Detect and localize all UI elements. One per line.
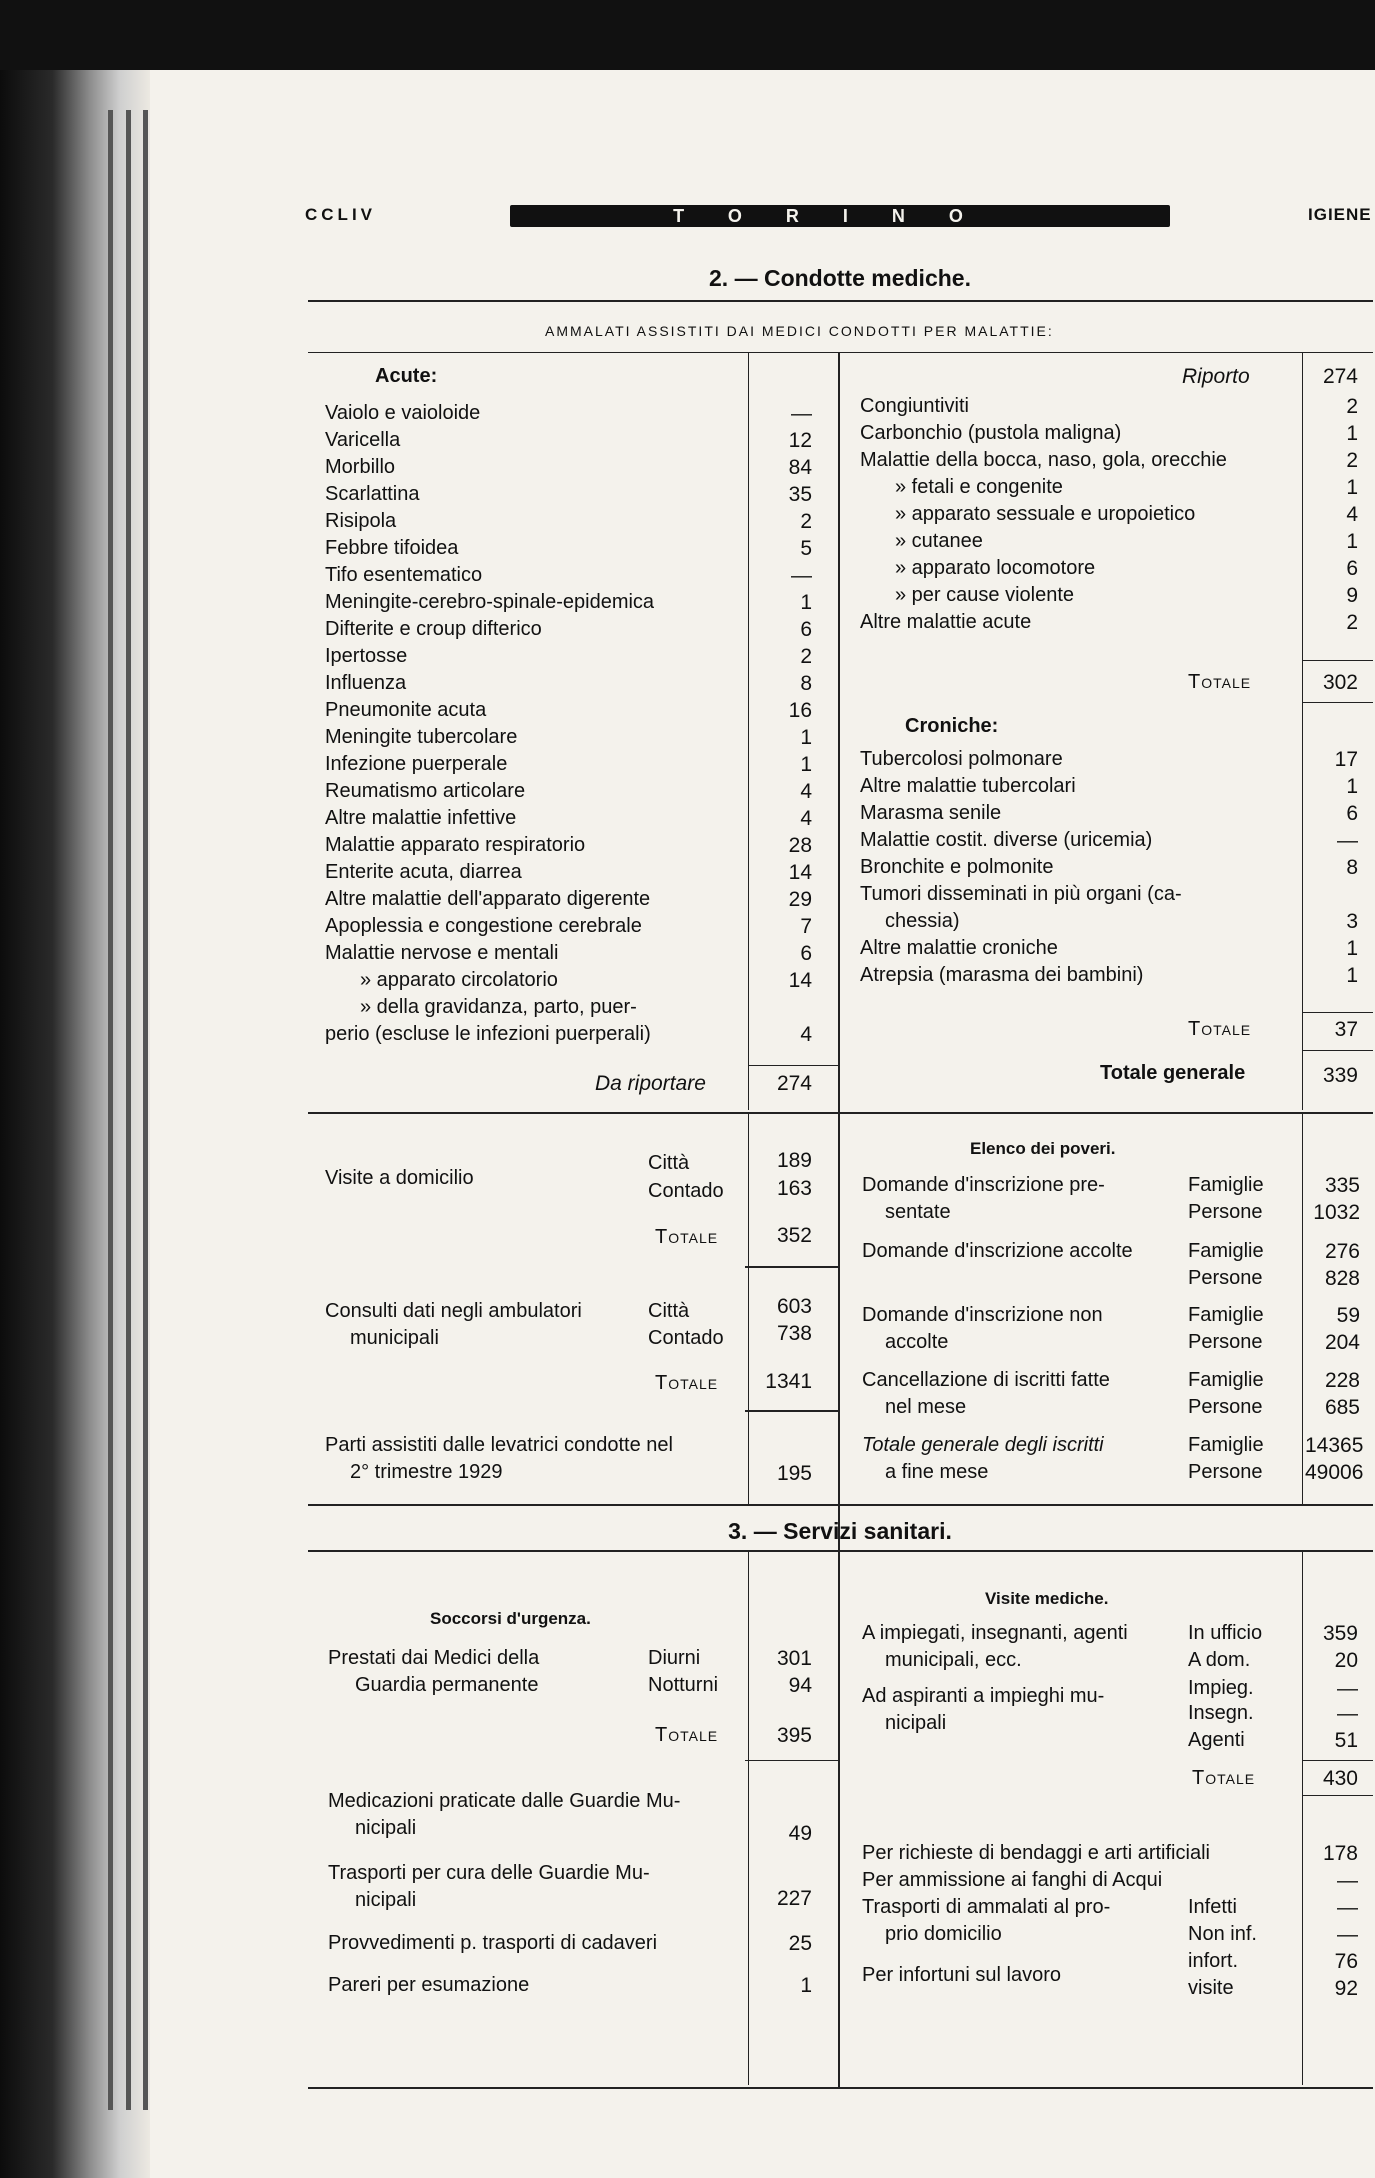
disease-value: 29 [788, 888, 812, 911]
disease-label: Carbonchio (pustola maligna) [860, 422, 1122, 444]
poveri-label-2: accolte [885, 1331, 949, 1353]
persone-label: Persone [1188, 1461, 1263, 1483]
section-name: IGIENE [1308, 205, 1372, 224]
disease-label: Enterite acuta, diarrea [325, 861, 522, 883]
grand-total-label: Totale generale [1100, 1062, 1246, 1084]
prestati-label-2: Guardia permanente [355, 1674, 539, 1696]
disease-label: » fetali e congenite [895, 476, 1063, 498]
disease-label: » della gravidanza, parto, puer- [360, 996, 637, 1018]
poveri-label-2: nel mese [885, 1396, 967, 1418]
in-ufficio-value: 359 [1322, 1622, 1358, 1645]
chronic-label: Altre malattie croniche [860, 937, 1058, 959]
poveri-label: Domande d'inscrizione non [862, 1304, 1103, 1326]
bendaggi-label: Per richieste di bendaggi e arti artificiali [862, 1842, 1210, 1864]
parti-value: 195 [776, 1462, 812, 1485]
disease-label: Difterite e croup difterico [325, 618, 542, 640]
disease-label: Meningite tubercolare [325, 726, 518, 748]
impieg-value: — [1337, 1677, 1358, 1700]
contado-label: Contado [648, 1327, 724, 1349]
trasporti-ammalati-label: Trasporti di ammalati al pro- [862, 1896, 1111, 1918]
disease-label: » apparato sessuale e uropoietico [895, 503, 1196, 525]
parti-label-2: 2° trimestre 1929 [350, 1461, 503, 1483]
chronic-value: 6 [1346, 802, 1358, 825]
agenti-value: 51 [1334, 1729, 1358, 1752]
disease-label: Ipertosse [325, 645, 408, 667]
divider [745, 1266, 838, 1268]
famiglie-label: Famiglie [1188, 1174, 1264, 1196]
diurni-value: 301 [776, 1647, 812, 1670]
a-dom-label: A dom. [1188, 1649, 1251, 1671]
riporto-value: 274 [1322, 365, 1358, 388]
famiglie-value: 59 [1336, 1304, 1360, 1327]
disease-value: 7 [800, 915, 812, 938]
chronic-label: Atrepsia (marasma dei bambini) [860, 964, 1144, 986]
disease-value: — [791, 402, 812, 425]
provvedimenti-label: Provvedimenti p. trasporti di cadaveri [328, 1932, 658, 1954]
disease-label: Vaiolo e vaioloide [325, 402, 481, 424]
visite-total-label: Totale [1192, 1767, 1256, 1789]
divider [1302, 1795, 1373, 1796]
visite-label: Visite a domicilio [325, 1167, 474, 1189]
croniche-total-label: Totale [1188, 1018, 1252, 1040]
column-divider [1302, 352, 1303, 1110]
column-divider [1302, 1550, 1303, 2085]
soccorsi-total-label: Totale [655, 1724, 719, 1746]
poveri-label-2: a fine mese [885, 1461, 989, 1483]
disease-label: Scarlattina [325, 483, 420, 505]
poveri-title: Elenco dei poveri. [970, 1139, 1116, 1158]
famiglie-label: Famiglie [1188, 1304, 1264, 1326]
disease-value: 4 [800, 807, 812, 830]
column-divider [748, 352, 749, 1110]
chronic-value: 1 [1346, 775, 1358, 798]
column-divider [748, 1550, 749, 2085]
infort-label: infort. [1188, 1950, 1239, 1972]
non-inf-label: Non inf. [1188, 1923, 1257, 1945]
disease-label: Altre malattie dell'apparato digerente [325, 888, 651, 910]
page-edge [126, 110, 131, 2110]
poveri-label: Domande d'inscrizione pre- [862, 1174, 1105, 1196]
trasporti-ammalati-label-2: prio domicilio [885, 1923, 1002, 1945]
da-riportare-label: Da riportare [595, 1072, 706, 1095]
disease-value: 14 [788, 861, 812, 884]
disease-label: Risipola [325, 510, 397, 532]
disease-label: perio (escluse le infezioni puerperali) [325, 1023, 651, 1045]
persone-value: 204 [1324, 1331, 1360, 1354]
diurni-label: Diurni [648, 1647, 701, 1669]
acute-total-value: 302 [1322, 671, 1358, 694]
disease-label: Altre malattie acute [860, 611, 1032, 633]
page-number: CCLIV [305, 205, 376, 224]
disease-value: 4 [800, 1023, 812, 1046]
city-banner: TORINO [510, 205, 1170, 227]
persone-label: Persone [1188, 1396, 1263, 1418]
famiglie-value: 14365 [1305, 1434, 1364, 1457]
da-riportare-value: 274 [776, 1072, 812, 1095]
disease-value: 4 [1346, 503, 1358, 526]
disease-label: Tifo esentematico [325, 564, 483, 586]
acute-heading: Acute: [375, 365, 438, 387]
fanghi-value: — [1337, 1869, 1358, 1892]
divider [1302, 660, 1373, 661]
aspiranti-label: Ad aspiranti a impieghi mu- [862, 1685, 1105, 1707]
notturni-value: 94 [788, 1674, 812, 1697]
disease-value: 2 [1346, 449, 1358, 472]
trasporti-label: Trasporti per cura delle Guardie Mu- [328, 1862, 650, 1884]
notturni-label: Notturni [648, 1674, 719, 1696]
in-ufficio-label: In ufficio [1188, 1622, 1263, 1644]
infetti-label: Infetti [1188, 1896, 1237, 1918]
chronic-value: 3 [1346, 910, 1358, 933]
disease-label: Malattie apparato respiratorio [325, 834, 586, 856]
divider [745, 1760, 838, 1761]
disease-value: — [791, 564, 812, 587]
disease-label: Malattie nervose e mentali [325, 942, 559, 964]
pareri-label: Pareri per esumazione [328, 1974, 530, 1996]
page-edge [108, 110, 113, 2110]
disease-value: 1 [1346, 422, 1358, 445]
insegn-label: Insegn. [1188, 1702, 1254, 1724]
grand-total-value: 339 [1322, 1064, 1358, 1087]
disease-value: 6 [1346, 557, 1358, 580]
famiglie-label: Famiglie [1188, 1240, 1264, 1262]
impiegati-label: A impiegati, insegnanti, agenti [862, 1622, 1128, 1644]
disease-label: » apparato circolatorio [360, 969, 558, 991]
a-dom-value: 20 [1334, 1649, 1358, 1672]
poveri-label: Cancellazione di iscritti fatte [862, 1369, 1110, 1391]
persone-label: Persone [1188, 1331, 1263, 1353]
soccorsi-title: Soccorsi d'urgenza. [430, 1609, 591, 1628]
chronic-value: 1 [1346, 937, 1358, 960]
disease-value: 14 [788, 969, 812, 992]
disease-value: 6 [800, 618, 812, 641]
consulti-label: Consulti dati negli ambulatori [325, 1300, 582, 1322]
column-divider [1302, 1112, 1303, 1504]
disease-value: 84 [788, 456, 812, 479]
chronic-label: chessia) [885, 910, 960, 932]
disease-label: Reumatismo articolare [325, 780, 526, 802]
divider [308, 352, 1373, 353]
divider [745, 1410, 838, 1412]
chronic-label: Tubercolosi polmonare [860, 748, 1063, 770]
consulti-label-2: municipali [350, 1327, 439, 1349]
divider [748, 1065, 838, 1066]
disease-value: 4 [800, 780, 812, 803]
parti-label: Parti assistiti dalle levatrici condotte nel [325, 1434, 673, 1456]
poveri-label: Domande d'inscrizione accolte [862, 1240, 1133, 1262]
medicazioni-label: Medicazioni praticate dalle Guardie Mu- [328, 1790, 681, 1812]
insegn-value: — [1337, 1702, 1358, 1725]
disease-value: 2 [800, 510, 812, 533]
chronic-value: 8 [1346, 856, 1358, 879]
persone-value: 685 [1324, 1396, 1360, 1419]
persone-value: 49006 [1305, 1461, 1364, 1484]
visite-total-value: 352 [776, 1224, 812, 1247]
impiegati-label-2: municipali, ecc. [885, 1649, 1022, 1671]
famiglie-label: Famiglie [1188, 1434, 1264, 1456]
disease-label: Malattie della bocca, naso, gola, orecchie [860, 449, 1227, 471]
chronic-label: Tumori disseminati in più organi (ca- [860, 883, 1182, 905]
visite-title: Visite mediche. [985, 1589, 1109, 1608]
visite-contado-value: 163 [776, 1177, 812, 1200]
trasporti-value: 227 [776, 1887, 812, 1910]
disease-value: 6 [800, 942, 812, 965]
visite-citta-value: 189 [776, 1149, 812, 1172]
disease-value: 1 [800, 753, 812, 776]
chronic-label: Bronchite e polmonite [860, 856, 1054, 878]
disease-label: Varicella [325, 429, 401, 451]
consulti-citta-value: 603 [776, 1295, 812, 1318]
table-subtitle: AMMALATI ASSISTITI DAI MEDICI CONDOTTI PER MALATTIE: [545, 323, 1054, 339]
trasporti-label-2: nicipali [355, 1889, 417, 1911]
medicazioni-label-2: nicipali [355, 1817, 417, 1839]
disease-label: Morbillo [325, 456, 396, 478]
disease-label: Pneumonite acuta [325, 699, 487, 721]
disease-value: 5 [800, 537, 812, 560]
impieg-label: Impieg. [1188, 1677, 1254, 1699]
consulti-contado-value: 738 [776, 1322, 812, 1345]
disease-value: 1 [800, 591, 812, 614]
persone-value: 1032 [1313, 1201, 1360, 1224]
disease-value: 2 [800, 645, 812, 668]
poveri-label-2: sentate [885, 1201, 951, 1223]
page-edge [143, 110, 148, 2110]
visite-label: visite [1188, 1977, 1234, 1999]
poveri-label: Totale generale degli iscritti [862, 1434, 1104, 1456]
chronic-value: — [1337, 829, 1358, 852]
chronic-value: 17 [1334, 748, 1358, 771]
persone-value: 828 [1324, 1267, 1360, 1290]
column-divider [748, 1112, 749, 1504]
infortuni-label: Per infortuni sul lavoro [862, 1964, 1061, 1986]
disease-value: 16 [788, 699, 812, 722]
disease-value: 35 [788, 483, 812, 506]
prestati-label: Prestati dai Medici della [328, 1647, 540, 1669]
visite-total-label: Totale [655, 1226, 719, 1248]
croniche-heading: Croniche: [905, 715, 999, 737]
famiglie-value: 228 [1324, 1369, 1360, 1392]
disease-label: Meningite-cerebro-spinale-epidemica [325, 591, 655, 613]
famiglie-value: 276 [1324, 1240, 1360, 1263]
divider [1302, 1012, 1373, 1013]
disease-label: » apparato locomotore [895, 557, 1096, 579]
non-inf-value: — [1337, 1923, 1358, 1946]
divider [1302, 1050, 1373, 1051]
bendaggi-value: 178 [1322, 1842, 1358, 1865]
disease-label: Congiuntiviti [860, 395, 969, 417]
divider [1302, 1760, 1373, 1761]
disease-label: » cutanee [895, 530, 983, 552]
consulti-total-label: Totale [655, 1372, 719, 1394]
medicazioni-value: 49 [788, 1822, 812, 1845]
pareri-value: 1 [800, 1974, 812, 1997]
citta-label: Città [648, 1300, 690, 1322]
disease-value: 8 [800, 672, 812, 695]
chronic-label: Malattie costit. diverse (uricemia) [860, 829, 1153, 851]
visite-value: 92 [1334, 1977, 1358, 2000]
disease-value: 9 [1346, 584, 1358, 607]
chronic-label: Marasma senile [860, 802, 1002, 824]
riporto-label: Riporto [1182, 365, 1250, 388]
famiglie-value: 335 [1324, 1174, 1360, 1197]
section-title: 2. — Condotte mediche. [709, 265, 971, 291]
disease-value: 1 [800, 726, 812, 749]
chronic-label: Altre malattie tubercolari [860, 775, 1076, 797]
infort-value: 76 [1334, 1950, 1358, 1973]
disease-value: 2 [1346, 611, 1358, 634]
disease-label: Influenza [325, 672, 407, 694]
famiglie-label: Famiglie [1188, 1369, 1264, 1391]
visite-total-value: 430 [1322, 1767, 1358, 1790]
disease-value: 12 [788, 429, 812, 452]
disease-value: 1 [1346, 530, 1358, 553]
consulti-total-value: 1341 [765, 1370, 812, 1393]
disease-label: Altre malattie infettive [325, 807, 517, 829]
agenti-label: Agenti [1188, 1729, 1245, 1751]
disease-value: 2 [1346, 395, 1358, 418]
disease-value: 1 [1346, 476, 1358, 499]
disease-value: 28 [788, 834, 812, 857]
section-title: 3. — Servizi sanitari. [728, 1518, 952, 1544]
chronic-value: 1 [1346, 964, 1358, 987]
provvedimenti-value: 25 [788, 1932, 812, 1955]
citta-label: Città [648, 1152, 690, 1174]
aspiranti-label-2: nicipali [885, 1712, 947, 1734]
persone-label: Persone [1188, 1267, 1263, 1289]
disease-label: Infezione puerperale [325, 753, 508, 775]
contado-label: Contado [648, 1180, 724, 1202]
infetti-value: — [1337, 1896, 1358, 1919]
disease-label: » per cause violente [895, 584, 1075, 606]
soccorsi-total-value: 395 [776, 1724, 812, 1747]
fanghi-label: Per ammissione ai fanghi di Acqui [862, 1869, 1163, 1891]
divider [1302, 702, 1373, 703]
croniche-total-value: 37 [1334, 1018, 1358, 1041]
disease-label: Febbre tifoidea [325, 537, 459, 559]
acute-total-label: Totale [1188, 671, 1252, 693]
persone-label: Persone [1188, 1201, 1263, 1223]
disease-label: Apoplessia e congestione cerebrale [325, 915, 642, 937]
